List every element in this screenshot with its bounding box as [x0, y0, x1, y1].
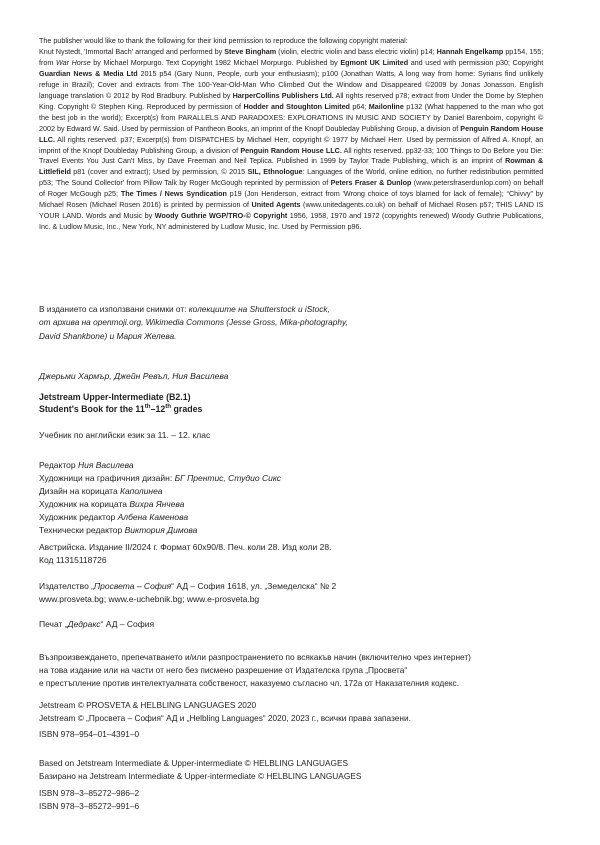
- edition-details-block: [39, 541, 331, 567]
- credits-run-17: Penguin Random House LLC.: [39, 123, 544, 144]
- credits-run-3: Hannah Engelkamp: [436, 46, 504, 56]
- credits-run-28: p19 (Jon Henderson, extract from 'Wrong choice of toys blamed for lack of female); “Chivvy” by Michael Rosen (Michael Rosen 2016) is printed by permission of: [39, 189, 544, 210]
- staff-name-3: Вихра Янчева: [129, 499, 185, 510]
- grade-ordinal-2: th: [165, 402, 172, 410]
- printer-suffix: “ АД – София: [100, 619, 155, 629]
- publisher-address: “ АД – София 1618, ул. „Земеделска“ № 2: [171, 581, 337, 591]
- credits-run-13: Hodder and Stoughton Limited: [243, 101, 350, 111]
- book-subtitle-mid: –12: [150, 403, 166, 414]
- credits-run-25: Peters Fraser & Dunlop: [330, 178, 412, 188]
- photo-credits-line-2: от архива на openmoji.org, Wikimedia Commons (Jesse Gross, Mika-photography,: [39, 317, 348, 328]
- credits-run-8: and used with permission p30; Copyright: [408, 57, 544, 67]
- printer-name: Дедракс: [67, 619, 101, 629]
- credits-run-27: The Times / News Syndication: [120, 189, 227, 199]
- credits-run-9: Guardian News & Media Ltd: [39, 68, 138, 78]
- credits-run-29: United Agents: [251, 200, 301, 210]
- credits-run-31: Woody Guthrie WGP/TRO-© Copyright: [154, 211, 288, 221]
- staff-role-2: Дизайн на корицата: [39, 486, 121, 497]
- rights-line-1: Jetstream © PROSVETA & HELBLING LANGUAGES 2020: [39, 700, 257, 710]
- staff-credit-row: [39, 485, 281, 498]
- staff-credit-row: [39, 498, 281, 511]
- credits-run-20: All rights reserved. pp32-33; 100 Things to Do Before you Die: Travel Events You Just Can't Miss, by Dave Freeman and Neil Teplica. Published in 1999 by Taylor Trade Publishing, which is an imprint of: [39, 145, 544, 166]
- credits-run-23: SIL, Ethnologue: [247, 167, 303, 177]
- printer-prefix: Печат „: [39, 619, 68, 629]
- rights-line-2: Jetstream © „Просвета – София“ АД и „Helbling Languages“ 2020, 2023 г., всички права запазени.: [39, 713, 411, 724]
- legal-line-2: на това издание или на части от него без писмено разрешение от Издателска група „Просвета“: [39, 665, 408, 676]
- staff-role-0: Редактор: [39, 460, 78, 470]
- subject-line: Учебник по английски език за 11. – 12. клас: [39, 430, 211, 440]
- copyright-credits-block: [39, 36, 567, 233]
- based-on-block: [39, 757, 361, 783]
- book-subtitle-pre: Student's Book for the 11: [39, 403, 145, 414]
- staff-role-1: Художници на графичния дизайн:: [39, 473, 175, 484]
- copyright-credits-paragraph: [39, 36, 543, 233]
- credits-run-30: (www.unitedagents.co.uk) on behalf of Michael Rosen p57; THIS LAND IS YOUR LAND. Words and Music by: [39, 200, 544, 221]
- rights-block: [39, 699, 411, 725]
- staff-name-1: БГ Прентис, Студио Сикс: [174, 473, 281, 484]
- publisher-prefix: Издателство „: [39, 581, 95, 591]
- edition-line-1: Австрийска. Издание II/2024 г. Формат 60x90/8. Печ. коли 28. Изд коли 28.: [39, 542, 332, 552]
- staff-role-3: Художник на корицата: [39, 499, 130, 510]
- publisher-name: Просвета – София: [94, 581, 172, 591]
- credits-body-text: [39, 47, 543, 231]
- credits-run-26: (www.petersfraserdunlop.com) on behalf of Roger McGough p25;: [39, 178, 544, 199]
- photo-credits-block: [39, 303, 499, 343]
- book-title-block: [39, 392, 202, 416]
- credits-run-21: Rowman & Littlefield: [39, 156, 544, 177]
- staff-role-5: Технически редактор: [39, 525, 125, 536]
- staff-credit-row: [39, 472, 281, 485]
- publisher-block: [39, 580, 336, 606]
- credits-run-2: (violin, electric violin and bass electric violin) p14;: [276, 46, 437, 56]
- legal-line-1: Възпроизвеждането, препечатването и/или разпространението по всякакъв начин (включително чрез интернет): [39, 652, 471, 662]
- credits-run-6: by Michael Morpurgo. Text Copyright 1982 Michael Morpurgo. Published by: [90, 57, 341, 67]
- book-subtitle-post: grades: [171, 403, 203, 414]
- legal-line-3: е престъпление против интелектуалната собственост, наказуемо съгласно чл. 172а от Наказателния кодекс.: [39, 678, 460, 689]
- book-title-line-1: Jetstream Upper-Intermediate (B2.1): [39, 392, 191, 402]
- staff-credit-row: [39, 459, 281, 472]
- legal-notice-block: [39, 651, 509, 690]
- isbn-primary: ISBN 978–954–01–4391–0: [39, 729, 140, 739]
- credits-run-0: Knut Nystedt, 'Immortal Bach' arranged and performed by: [39, 46, 225, 56]
- credits-run-1: Steve Bingham: [224, 46, 277, 56]
- isbn-secondary: ISBN 978–3–85272–986–2: [39, 788, 140, 798]
- credits-run-19: Penguin Random House LLC.: [240, 145, 342, 155]
- grade-ordinal-1: th: [144, 402, 151, 410]
- staff-credit-row: [39, 511, 281, 524]
- staff-role-4: Художник редактор: [39, 512, 118, 523]
- based-on-bulgarian: Базирано на Jetstream Intermediate & Upper-intermediate © HELBLING LANGUAGES: [39, 771, 362, 782]
- credits-run-11: HarperCollins Publishers Ltd.: [232, 90, 334, 100]
- credits-run-7: Egmont UK Limited: [340, 57, 409, 67]
- credits-run-14: p64;: [349, 101, 369, 111]
- staff-name-2: Каполинеа: [120, 486, 163, 497]
- credits-run-16: p132 (What happened to the man who got the best job in the world); Excerpt(s) from PARALLELS AND PARADOXES: EXPLORATIONS IN MUSIC AND SOCIETY by Daniel Barenboim, copyright © 2002 by Edward W. Said. Used by permission of Pantheon Books, an imprint of the Knopf Doubleday Publishing Group, a division of: [39, 101, 544, 133]
- credits-run-12: All rights reserved p78; extract from Under the Dome by Stephen King. Copyright © Stephen King. Reproduced by permission of: [39, 90, 544, 111]
- publisher-websites[interactable]: www.prosveta.bg; www.e-uchebnik.bg; www.e-prosveta.bg: [39, 594, 260, 605]
- credits-run-10: 2015 p54 (Gary Nunn, People, curb your enthusiasm); p100 (Jonathan Watts, A long way from home: Syrians find unlikely refuge in Brazil); Cover and extracts from The 100-Year-Old-Man Who Climbed Out the Window and Disappeared ©2009 by Jonas Jonasson. English language translation © 2012 by Rod Bradbury. Published by: [39, 68, 544, 100]
- printer-block: [39, 619, 154, 629]
- staff-credits-block: [39, 459, 281, 537]
- isbn-tertiary: ISBN 978–3–85272–991–6: [39, 801, 140, 812]
- photo-credits-sources: колекциите на Shutterstock и iStock,: [186, 304, 330, 314]
- credits-run-22: p81 (cover and extract); Used by permission, © 2015: [70, 167, 248, 177]
- based-on-english: Based on Jetstream Intermediate & Upper-intermediate © HELBLING LANGUAGES: [39, 758, 349, 768]
- photo-credits-line-3: David Shankbone) и Мария Желева.: [39, 330, 177, 341]
- edition-code: Код 11315118726: [39, 555, 107, 566]
- credits-run-24: : Languages of the World, online edition, no further redistribution permitted p53; 'The Sound Collector' from Pillow Talk by Roger McGough reprinted by permission of: [39, 167, 544, 188]
- credits-run-5: War Horse: [55, 57, 91, 67]
- isbn-secondary-block: [39, 787, 139, 813]
- authors-line: Джерьми Хармър, Джейн Ревъл, Ния Василева: [39, 371, 229, 381]
- staff-name-4: Албена Каменова: [117, 512, 189, 523]
- staff-name-0: Ния Василева: [77, 460, 134, 470]
- credits-intro-text: The publisher would like to thank the following for their kind permission to reproduce the following copyright material:: [39, 36, 408, 45]
- staff-credit-row: [39, 524, 281, 537]
- credits-run-4: pp154, 155; from: [39, 46, 544, 67]
- credits-run-18: All rights reserved. p37; Excerpt(s) from DISPATCHES by Michael Herr, copyright © 1977 by Michael Herr. Used by permission of Alfred A. Knopf, an imprint of the Knopf Doubleday Publishing Group, a division of: [39, 134, 544, 155]
- credits-run-15: Mailonline: [368, 101, 404, 111]
- credits-run-32: 1956, 1958, 1970 and 1972 (copyrights renewed) Woody Guthrie Publications, Inc. & Ludlow Music, Inc., New York, NY administered by Ludlow Music, Inc. Used by Permission p96.: [39, 211, 544, 232]
- staff-name-5: Виктория Димова: [124, 525, 198, 536]
- photo-credits-intro: В изданието са използвани снимки от:: [39, 304, 187, 314]
